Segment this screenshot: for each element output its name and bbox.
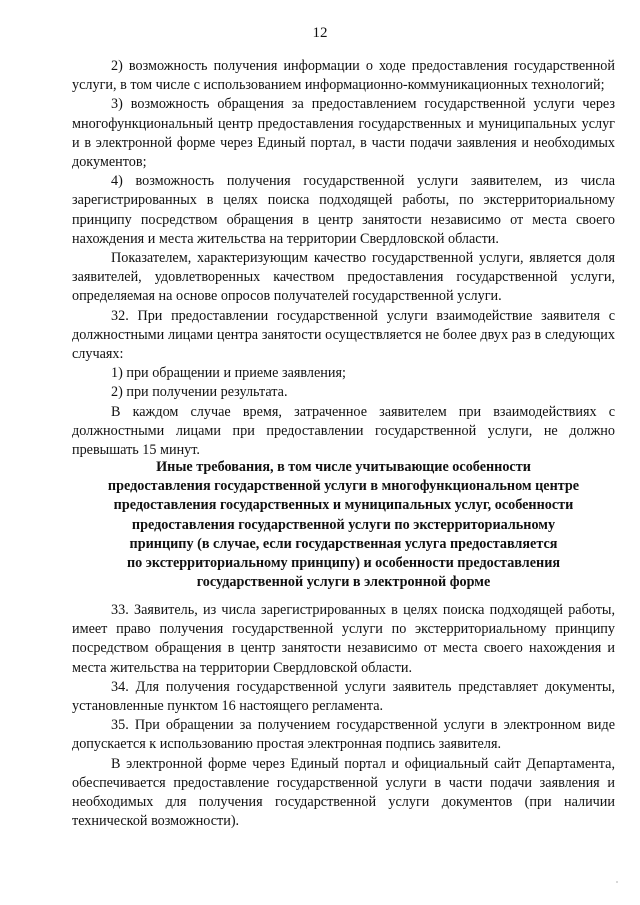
lower-text-block — [72, 601, 615, 831]
paragraph-clause-35: 35. При обращении за получением государственной услуги в электронном виде допускается к использованию простая электронная подпись заявителя. — [72, 717, 615, 753]
paragraph-time-limit: В каждом случае время, затраченное заявителем при взаимодействиях с должностными лицами при предоставлении государственной услуги, не должно превышать 15 минут. — [72, 403, 615, 459]
paragraph-item-4: 4) возможность получения государственной услуги заявителем, из числа зарегистрированных в целях поиска подходящей работы, по экстерриториальному принципу посредством обращения в центр занятости независимо от места своего нахождения и места жительства на территории Свердловской области. — [72, 173, 615, 247]
paragraph-quality-indicator: Показателем, характеризующим качество государственной услуги, является доля заявителей, удовлетворенных качеством предоставления государственной услуги, определяемая на основе опросов получателей государственной услуги. — [72, 250, 615, 305]
page-number: 12 — [312, 25, 328, 41]
paragraph-case-1: 1) при обращении и приеме заявления; — [111, 365, 346, 382]
heading-line: предоставления государственной услуги по экстерриториальному — [131, 516, 556, 533]
upper-text-block — [72, 57, 615, 460]
paragraph-item-3: 3) возможность обращения за предоставлением государственной услуги через многофункциональный центр предоставления государственных и муниципальных услуг и в электронной форме через Единый портал, в части подачи заявления и необходимых документов; — [72, 96, 615, 171]
heading-line: по экстерриториальному принципу) и особенности предоставления — [126, 555, 561, 572]
paragraph-item-2: 2) возможность получения информации о ходе предоставления государственной услуги, в том числе с использованием информационно-коммуникационных технологий; — [72, 58, 615, 94]
paragraph-case-2: 2) при получении результата. — [111, 384, 288, 401]
paragraph-clause-32: 32. При предоставлении государственной услуги взаимодействие заявителя с должностными лицами центра занятости осуществляется не более двух раз в следующих случаях: — [72, 307, 615, 363]
heading-line: предоставления государственных и муниципальных услуг, особенности — [113, 497, 574, 514]
heading-line: Иные требования, в том числе учитывающие особенности — [156, 459, 531, 475]
heading-line: принципу (в случае, если государственная услуга предоставляется — [129, 535, 558, 552]
section-heading — [72, 458, 615, 592]
heading-line: государственной услуги в электронной форме — [196, 574, 491, 591]
paragraph-clause-34: 34. Для получения государственной услуги заявитель представляет документы, установленные пунктом 16 настоящего регламента. — [72, 678, 615, 715]
scan-speck — [616, 881, 618, 883]
paragraph-electronic-form: В электронной форме через Единый портал и официальный сайт Департамента, обеспечивается предоставление государственной услуги в части подачи заявления и необходимых для получения государственной услуги документов (при наличии технической возможности). — [72, 755, 615, 830]
paragraph-clause-33: 33. Заявитель, из числа зарегистрированных в целях поиска подходящей работы, имеет право получения государственной услуги по экстерриториальному принципу посредством обращения в центр занятости независимо от места своего нахождения и места жительства на территории Свердловской области. — [72, 602, 615, 676]
heading-line: предоставления государственной услуги в многофункциональном центре — [107, 478, 580, 495]
